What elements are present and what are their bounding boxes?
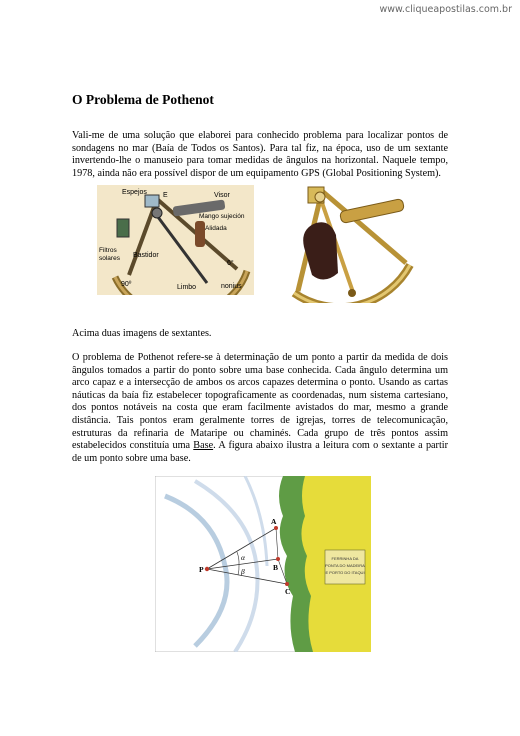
label-solares: solares (99, 255, 120, 262)
label-e: E (163, 192, 168, 199)
brass-sextant-photo (264, 183, 414, 303)
label-alidada: Alidada (205, 225, 227, 232)
point-c-marker (285, 582, 289, 586)
label-90deg: 90º (121, 281, 132, 288)
filters (117, 219, 129, 237)
paragraph2-end: . A figura abaixo ilustra a leitura com o sextante a partir de um ponto sobre uma base. (72, 440, 449, 464)
label-nonius: nonius (221, 283, 242, 290)
label-mango: Mango sujeción (199, 213, 245, 220)
page-title: O Problema de Pothenot (72, 92, 214, 107)
label-bastidor: Bastidor (133, 252, 159, 259)
point-p-label: P (199, 565, 204, 574)
site-url[interactable]: www.cliqueapostilas.com.br (379, 4, 512, 15)
handle-dark (303, 222, 338, 279)
point-a-marker (274, 526, 278, 530)
point-b-label: B (273, 563, 279, 572)
handle (195, 221, 205, 247)
angle-beta-label: β (241, 567, 245, 576)
label-limbo: Limbo (177, 284, 197, 291)
mirror (145, 195, 159, 207)
label-visor: Visor (214, 192, 230, 199)
intro-paragraph: Vali-me de uma solução que elaborei para conhecido problema para localizar pontos de sondagens no mar (Baía de Todos os Santos). Para tal fiz, na época, uso de um sextante invertendo-lhe o manuseio para tomar medidas de ângulos na horizontal. Naquele tempo, 1978, ainda não era possível dispor de um equipamento GPS (Global Positioning System). (72, 130, 448, 179)
point-c-label: C (285, 587, 291, 596)
sextant-diagram-image (97, 185, 254, 295)
label-espejos: Espejos (122, 189, 147, 196)
pothenot-paragraph (72, 352, 448, 465)
chart-box-line3: E PORTO DO ITAQUI (325, 570, 365, 575)
chart-box-line1: FERRINHA DA (331, 556, 359, 561)
paragraph2-text: O problema de Pothenot refere-se à determinação de um ponto a partir da medida de dois ângulos tomados a partir do ponto sobre uma base conhecida. Cada ângulo determina um arco capaz e a intersecção de ambos os arcos capazes determina o ponto. Usando as cartas náuticas da baía fiz estabelecer topograficamente as coordenadas, num sistema cartesiano, dos pontos notáveis na costa que eram facilmente avistados do mar, mesmo a grande distância. Tais pontos eram geralmente torres de igrejas, torres de telecomunicação, estruturas da refinaria de Mataripe ou chaminés. Cada grupo de três pontos assim estabelecidos constituía uma (72, 352, 448, 452)
images-caption: Acima duas imagens de sextantes. (72, 328, 212, 339)
nautical-chart-figure (155, 476, 371, 652)
base-link[interactable]: Base (193, 440, 214, 452)
angle-alpha-label: α (241, 553, 245, 562)
telescope (339, 198, 404, 223)
label-filtros: Filtros (99, 247, 117, 254)
point-a-label: A (271, 517, 277, 526)
chart-box-line2: PONTA DO MADEIRA (325, 563, 365, 568)
point-b-marker (276, 557, 280, 561)
label-6deg: 6° (227, 260, 234, 267)
point-p-marker (205, 567, 209, 571)
